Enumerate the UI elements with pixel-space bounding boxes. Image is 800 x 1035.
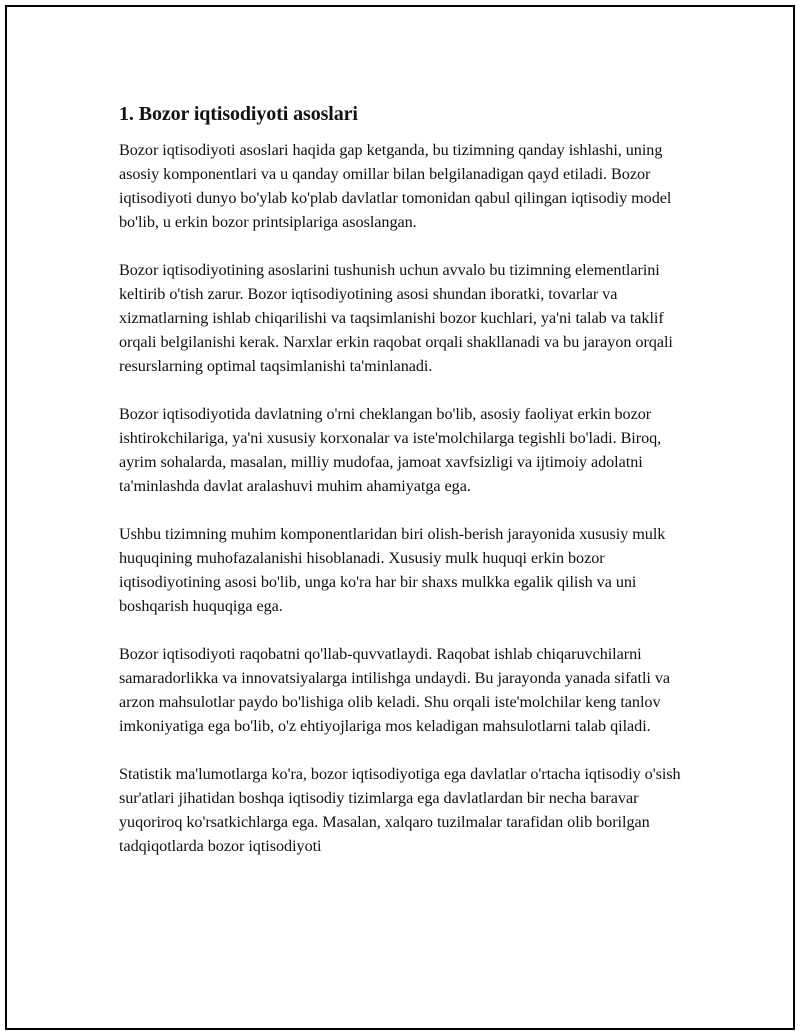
document-body xyxy=(119,100,699,882)
page-frame xyxy=(5,5,795,1030)
paragraph-4: Ushbu tizimning muhim komponentlaridan biri olish-berish jarayonida xususiy mulk huquqining muhofazalanishi hisoblanadi. Xususiy mulk huquqi erkin bozor iqtisodiyotining asosi bo'lib, unga ko'ra har bir shaxs mulkka egalik qilish va uni boshqarish huquqiga ega. xyxy=(119,525,666,615)
paragraph-5: Bozor iqtisodiyoti raqobatni qo'llab-quvvatlaydi. Raqobat ishlab chiqaruvchilarni samaradorlikka va innovatsiyalarga intilishga undaydi. Bu jarayonda yanada sifatli va arzon mahsulotlar paydo bo'lishiga olib keladi. Shu orqali iste'molchilar keng tanlov imkoniyatiga ega bo'lib, o'z ehtiyojlariga mos keladigan mahsulotlarni talab qiladi. xyxy=(119,645,671,735)
paragraph-6: Statistik ma'lumotlarga ko'ra, bozor iqtisodiyotiga ega davlatlar o'rtacha iqtisodiy o'sish sur'atlari jihatidan boshqa iqtisodiy tizimlarga ega davlatlardan bir necha baravar yuqoriroq ko'rsatkichlarga ega. Masalan, xalqaro tuzilmalar tarafidan olib borilgan tadqiqotlarda bozor iqtisodiyoti xyxy=(119,765,681,855)
paragraph-3: Bozor iqtisodiyotida davlatning o'rni cheklangan bo'lib, asosiy faoliyat erkin bozor ishtirokchilariga, ya'ni xususiy korxonalar va iste'molchilarga tegishli bo'ladi. Biroq, ayrim sohalarda, masalan, milliy mudofaa, jamoat xavfsizligi va ijtimoiy adolatni ta'minlashda davlat aralashuvi muhim ahamiyatga ega. xyxy=(119,405,662,495)
paragraph-2: Bozor iqtisodiyotining asoslarini tushunish uchun avvalo bu tizimning elementlarini keltirib o'tish zarur. Bozor iqtisodiyotining asosi shundan iboratki, tovarlar va xizmatlarning ishlab chiqarilishi va taqsimlanishi bozor kuchlari, ya'ni talab va taklif orqali belgilanishi kerak. Narxlar erkin raqobat orqali shakllanadi va bu jarayon orqali resurslarning optimal taqsimlanishi ta'minlanadi. xyxy=(119,261,673,375)
section-heading: 1. Bozor iqtisodiyoti asoslari xyxy=(119,103,358,125)
paragraph-1: Bozor iqtisodiyoti asoslari haqida gap ketganda, bu tizimning qanday ishlashi, uning asosiy komponentlari va u qanday omillar bilan belgilanadigan qayd etiladi. Bozor iqtisodiyoti dunyo bo'ylab ko'plab davlatlar tomonidan qabul qilingan iqtisodiy model bo'lib, u erkin bozor printsiplariga asoslangan. xyxy=(119,141,672,231)
